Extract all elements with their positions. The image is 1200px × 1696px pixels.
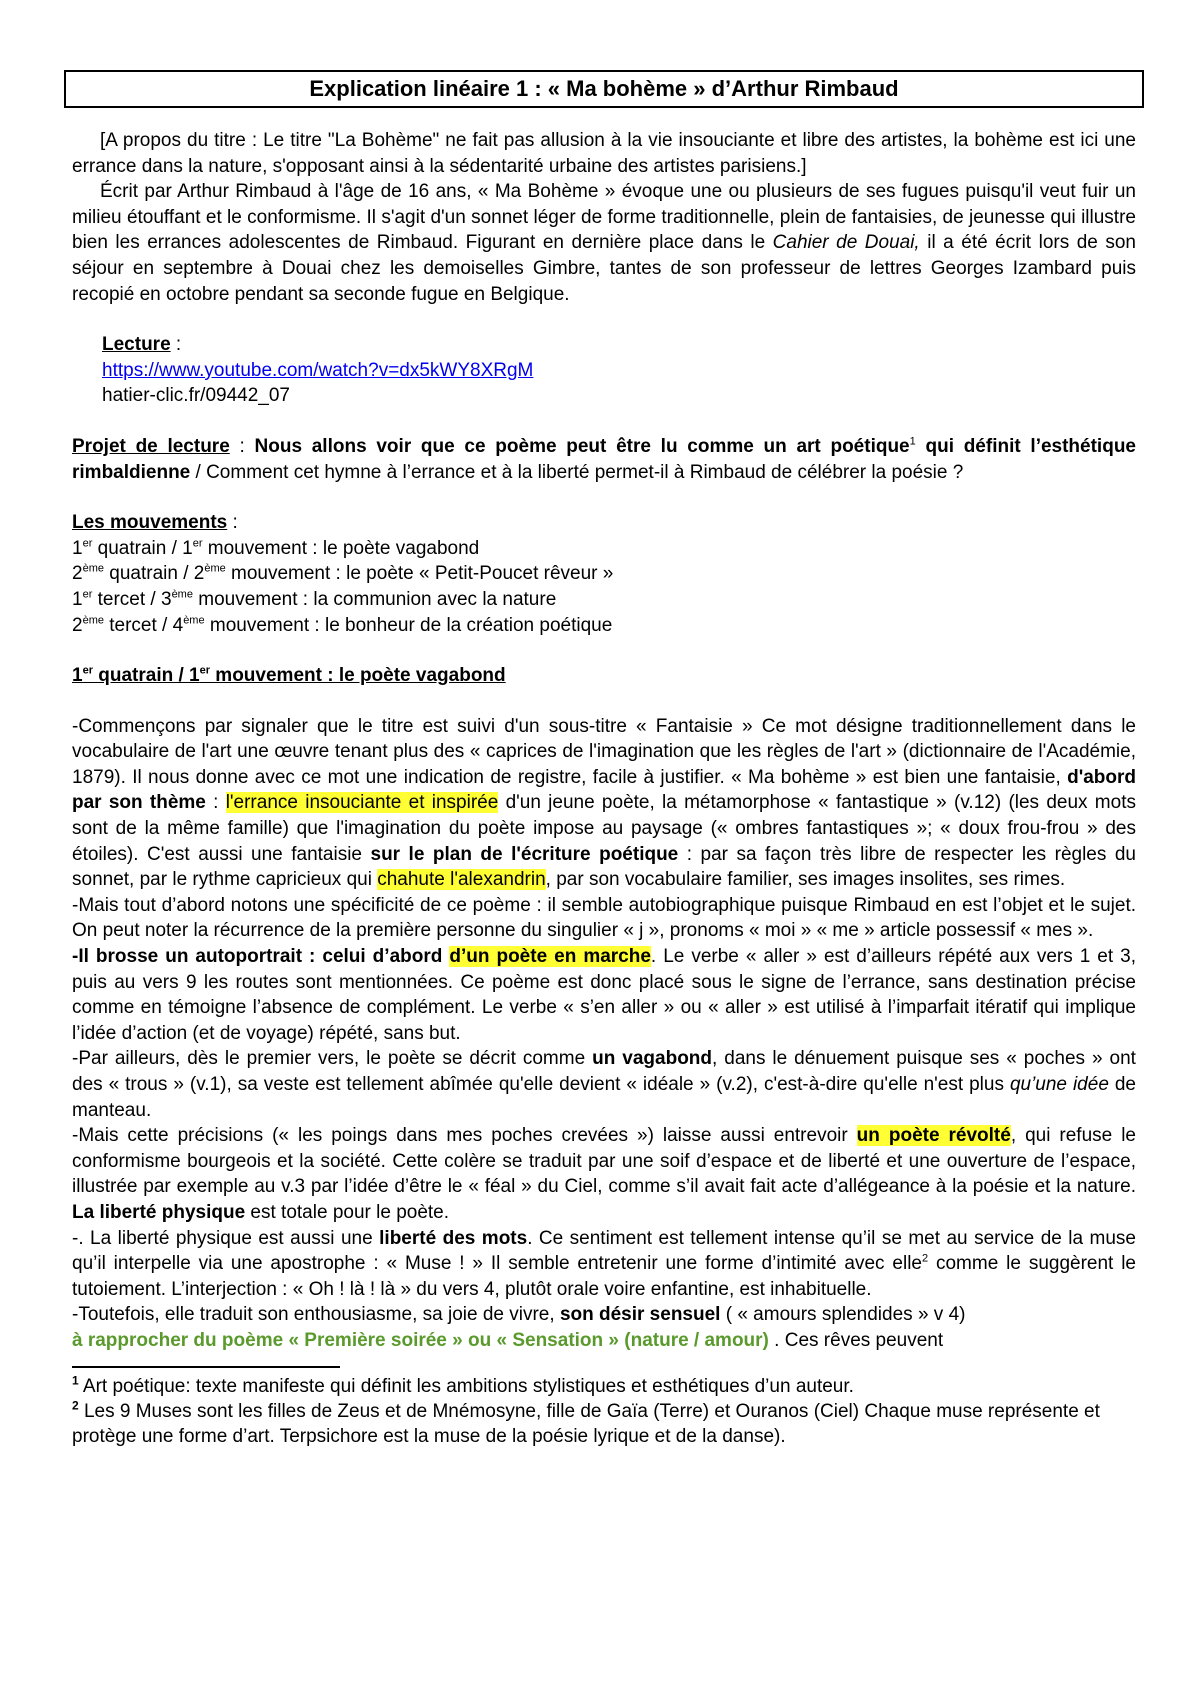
mouvement-item: 2ème quatrain / 2ème mouvement : le poète « Petit-Poucet rêveur » [72,562,614,585]
lecture-heading: Lecture : [102,334,182,356]
footnote-ref-1[interactable]: 1 [909,435,916,448]
footnote-separator [72,1366,340,1368]
highlight: chahute l'alexandrin [377,869,546,891]
mouvement-item: 2ème tercet / 4ème mouvement : le bonheur de la création poétique [72,614,613,636]
footnote-2: $^2$ Les 9 Muses sont les filles de Zeus et de Mnémosyne, fille de Gaïa (Terre) et Ouranos (Ciel) Chaque muse représente et protège une forme d’art. Terpsichore est la muse de la poésie lyrique et de la danse). [72,1398,1100,1447]
intro-paragraph: Écrit par Arthur Rimbaud à l'âge de 16 ans, « Ma Bohème » évoque une ou plusieurs de ses fugues puisqu'il veut fuir un milieu étouffant et le conformisme. Il s'agit d'un sonnet léger de forme traditionnelle, plein de fantaisies, de jeunesse qui illustre bien les errances adolescentes de Rimbaud. Figurant en dernière place dans le Cahier de Douai, il a été écrit lors de son séjour en septembre à Douai chez les demoiselles Gimbre, tantes de son professeur de lettres Georges Izambard puis recopié en octobre pendant sa seconde fugue en Belgique. [72,181,1136,305]
section-heading-1: 1er quatrain / 1er mouvement : le poète vagabond [72,664,506,687]
intro-title-note: [A propos du titre : Le titre "La Bohème" ne fait pas allusion à la vie insouciante et libre des artistes, la bohème est ici une errance dans la nature, s'opposant ainsi à la sédentarité urbaine des artistes parisiens.] [72,130,1136,177]
highlight: un poète révolté [856,1125,1011,1147]
paragraph-vagabond: -Par ailleurs, dès le premier vers, le poète se décrit comme un vagabond, dans le dénuement puisque ses « poches » ont des « trous » (v.1), sa veste est tellement abîmée qu'elle devient « idéale » (v.2), c'est-à-dire qu'elle n'est plus qu’une idée de manteau. [72,1048,1136,1121]
projet-de-lecture: Projet de lecture : Nous allons voir que ce poème peut être lu comme un art poétique$^1$ qui définit l’esthétique rimbaldienne / Comment cet hymne à l’errance et à la liberté permet-il à Rimbaud de célébrer la poésie ? [72,435,1136,483]
mouvement-item: 1er quatrain / 1er mouvement : le poète vagabond [72,537,480,559]
paragraph-autobiographique: -Mais tout d’abord notons une spécificité de ce poème : il semble autobiographique puisque Rimbaud en est l’objet et le sujet. On peut noter la récurrence de la première personne du singulier « j », pronoms « moi » « me » article possessif « mes ». [72,894,1136,942]
paragraph-revolte: -Mais cette précisions (« les poings dans mes poches crevées ») laisse aussi entrevoir un poète révolté, qui refuse le conformisme bourgeois et la société. Cette colère se traduit par une soif d’espace et de liberté et une ouverture de l’espace, illustrée par exemple au v.3 par l’idée d’être le « féal » du Ciel, comme s’il avait fait acte d’allégeance à la poésie et la nature. La liberté physique est totale pour le poète. [72,1125,1136,1223]
highlight: l'errance insouciante et inspirée [225,792,499,814]
mouvements-heading: Les mouvements : [72,512,238,534]
paragraph-liberte-des-mots: -. La liberté physique est aussi une liberté des mots. Ce sentiment est tellement intense qu’il se met au service de la muse qu’il interpelle via une apostrophe : « Muse ! » Il semble entretenir une forme d’intimité avec elle$^2$ comme le suggèrent le tutoiement. L’interjection : « Oh ! là ! là » du vers 4, plutôt orale voire enfantine, est inhabituelle. [72,1227,1136,1300]
youtube-link[interactable]: https://www.youtube.com/watch?v=dx5kWY8XRgM [102,359,534,381]
paragraph-autoportrait: -Il brosse un autoportrait : celui d’abord d’un poète en marche. Le verbe « aller » est d’ailleurs répété aux vers 1 et 3, puis au vers 9 les routes sont mentionnées. Ce poème est donc placé sous le signe de l’errance, sans destination précise comme en témoigne l’absence de complément. Le verbe « s’en aller » ou « aller » est utilisé à l’imparfait itératif qui implique l’idée d’action (et de voyage) répété, sans but. [72,946,1136,1044]
mouvement-item: 1er tercet / 3ème mouvement : la communion avec la nature [72,588,557,610]
page-title: Explication linéaire 1 : « Ma bohème » d’Arthur Rimbaud [64,70,1144,108]
cahier-title: Cahier de Douai, [772,232,920,254]
lecture-link-line [72,358,1136,384]
paragraph-fantaisie: -Commençons par signaler que le titre est suivi d'un sous-titre « Fantaisie » Ce mot désigne traditionnellement dans le vocabulaire de l'art une œuvre tenant plus des « caprices de l'imagination que les règles de l'art » (dictionnaire de l'Académie, 1879). Il nous donne avec ce mot une indication de registre, facile à justifier. « Ma bohème » est bien une fantaisie, d'abord par son thème : l'errance insouciante et inspirée d'un jeune poète, la métamorphose « fantastique » (v.12) (les deux mots sont de la même famille) que l'imagination du poète impose au paysage (« ombres fantastiques »; « doux frou-frou » des étoiles). C'est aussi une fantaisie sur le plan de l'écriture poétique : par sa façon très libre de respecter les règles du sonnet, par le rythme capricieux qui chahute l'alexandrin, par son vocabulaire familier, ses images insolites, ses rimes. [72,715,1136,891]
footnote-ref-2[interactable]: 2 [921,1252,929,1265]
green-note: à rapprocher du poème « Première soirée » ou « Sensation » (nature / amour) [72,1329,769,1351]
highlight: d’un poète en marche [449,946,651,968]
hatier-reference: hatier-clic.fr/09442_07 [102,385,290,407]
footnote-1: $^1$ Art poétique: texte manifeste qui définit les ambitions stylistiques et esthétiques d’un auteur. [72,1373,854,1397]
paragraph-desir-sensuel: -Toutefois, elle traduit son enthousiasme, sa joie de vivre, son désir sensuel ( « amours splendides » v 4) à rapprocher du poème « Première soirée » ou « Sensation » (nature / amour) . Ces rêves peuvent [72,1304,966,1351]
document-page [72,70,1136,1449]
